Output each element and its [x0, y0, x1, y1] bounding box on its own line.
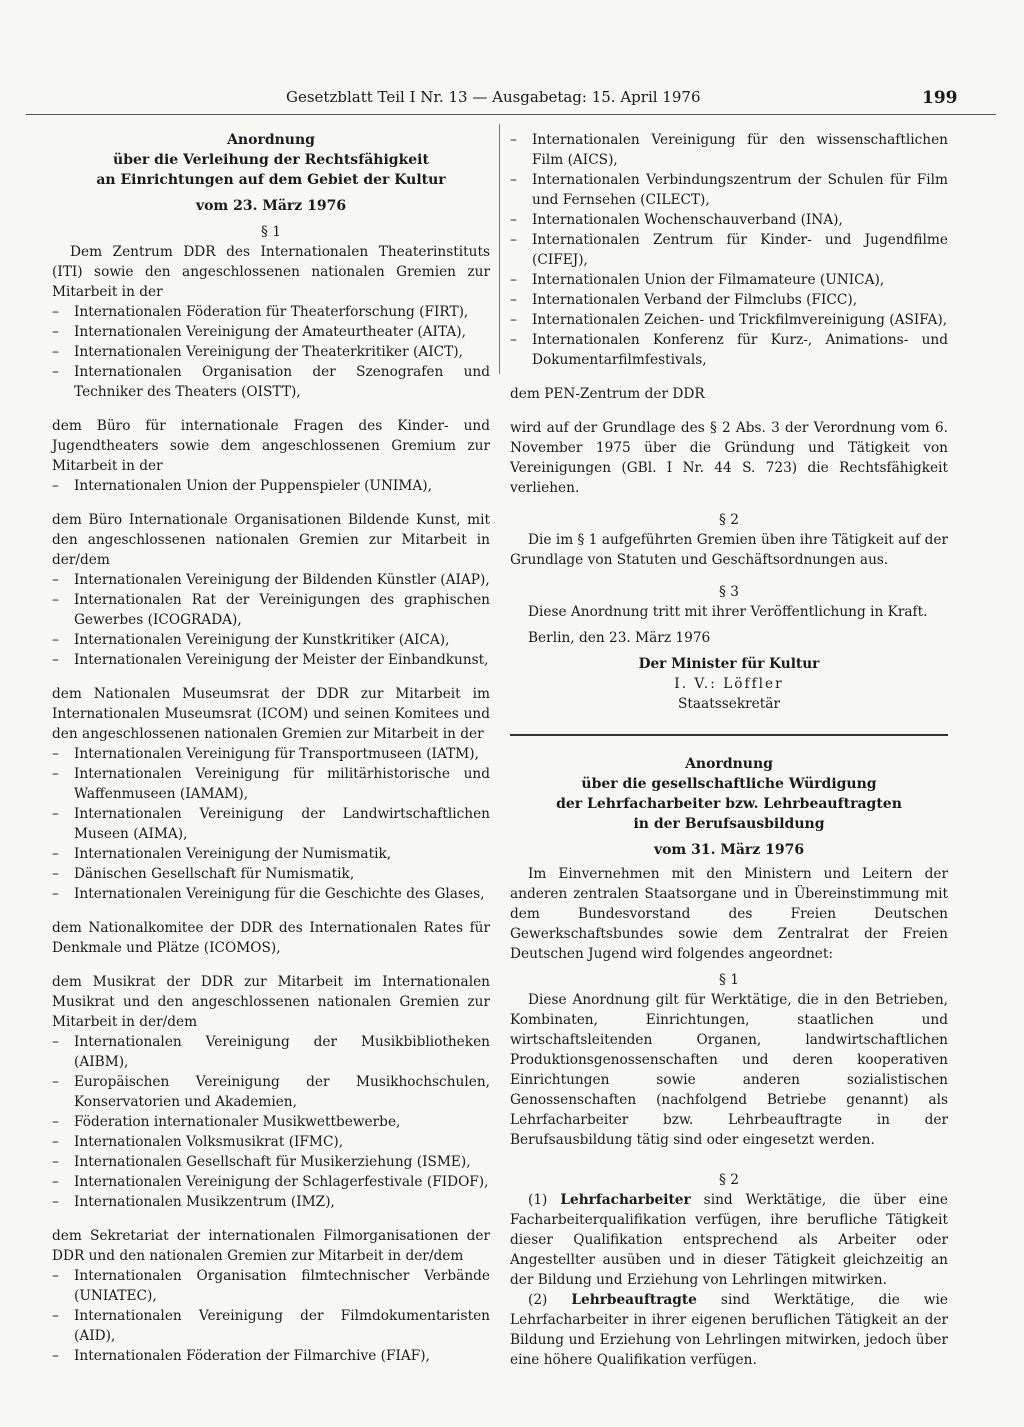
group1-list [52, 302, 490, 402]
s2-p1-label: (1) [528, 1192, 548, 1208]
order1-intro6: dem Musikrat der DDR zur Mitarbeit im Internationalen Musikrat und den angeschlossenen nationalen Gremien zur Mitarbeit in der/dem [52, 974, 490, 1030]
group3-list [52, 570, 490, 670]
order1-date: vom 23. März 1976 [195, 198, 347, 214]
order1-s1-conclusion: wird auf der Grundlage des § 2 Abs. 3 der Verordnung vom 6. November 1975 über die Gründung und Tätigkeit von Vereinigungen (GBl. I Nr. 44 S. 723) die Rechtsfähigkeit verliehen. [510, 420, 948, 496]
list-item: – Internationalen Föderation für Theaterforschung (FIRT), [52, 302, 490, 322]
list-item: – Internationalen Vereinigung der Kunstkritiker (AICA), [52, 630, 490, 650]
list-item: – Europäischen Vereinigung der Musikhochschulen, Konservatorien und Akademien, [52, 1072, 490, 1112]
list-item: – Internationalen Vereinigung der Numismatik, [52, 844, 490, 864]
list-item: – Dänischen Gesellschaft für Numismatik, [52, 864, 490, 884]
order1-intro8: dem PEN-Zentrum der DDR [510, 386, 705, 402]
list-item: – Internationalen Union der Puppenspieler (UNIMA), [52, 476, 490, 496]
list-item: – Internationalen Verbindungszentrum der Schulen für Film und Fernsehen (CILECT), [510, 170, 948, 210]
list-item: – Internationalen Volksmusikrat (IFMC), [52, 1132, 490, 1152]
s2-p2-label: (2) [528, 1292, 548, 1308]
order2-s2-p2 [510, 1290, 948, 1370]
order2-s2-heading: § 2 [719, 1172, 739, 1188]
list-item: – Föderation internationaler Musikwettbewerbe, [52, 1112, 490, 1132]
list-item: – Internationalen Union der Filmamateure (UNICA), [510, 270, 948, 290]
list-item: – Internationalen Vereinigung der Meister der Einbandkunst, [52, 650, 490, 670]
order1-s1-heading: § 1 [261, 224, 281, 240]
order1-s2-text: Die im § 1 aufgeführten Gremien üben ihre Tätigkeit auf der Grundlage von Statuten und Geschäftsordnungen aus. [510, 532, 948, 568]
order1-s3-heading: § 3 [719, 584, 739, 600]
list-item: – Internationalen Wochenschauverband (INA), [510, 210, 948, 230]
list-item: – Internationalen Vereinigung der Landwirtschaftlichen Museen (AIMA), [52, 804, 490, 844]
order1-s1-intro: Dem Zentrum DDR des Internationalen Theaterinstituts (ITI) sowie den angeschlossenen nationalen Gremien zur Mitarbeit in der [52, 244, 490, 300]
list-item: – Internationalen Vereinigung der Schlagerfestivale (FIDOF), [52, 1172, 490, 1192]
order1-intro2: dem Büro für internationale Fragen des Kinder- und Jugendtheaters sowie dem angeschlossenen Gremium zur Mitarbeit in der [52, 418, 490, 474]
order2-preamble: Im Einvernehmen mit den Ministern und Leitern der anderen zentralen Staatsorgane und in Übereinstimmung mit dem Bundesvorstand des Freien Deutschen Gewerkschaftsbundes sowie dem Zentralrat der Freien Deutschen Jugend wird folgendes angeordnet: [510, 866, 948, 962]
group6-list [52, 1032, 490, 1212]
group2-list [52, 476, 490, 496]
list-item: – Internationalen Vereinigung der Amateurtheater (AITA), [52, 322, 490, 342]
order1-intro5: dem Nationalkomitee der DDR des Internationalen Rates für Denkmale und Plätze (ICOMOS), [52, 920, 490, 956]
list-item: – Internationalen Vereinigung der Musikbibliotheken (AIBM), [52, 1032, 490, 1072]
column-divider [499, 124, 500, 374]
list-item: – Internationalen Vereinigung für militärhistorische und Waffenmuseen (IAMAM), [52, 764, 490, 804]
group7a-list [52, 1266, 490, 1366]
list-item: – Internationalen Musikzentrum (IMZ), [52, 1192, 490, 1212]
order1-intro7: dem Sekretariat der internationalen Filmorganisationen der DDR und den nationalen Gremien zur Mitarbeit in der/dem [52, 1228, 490, 1264]
order1-title-line: Anordnung [227, 132, 315, 148]
s2-p1-text: sind Werktätige, die über eine Facharbeiterqualifikation verfügen, ihre berufliche Tätigkeit dieser Qualifikation entsprechend als Arbeiter oder Angestellter ausüben und in dieser Tätigkeit gleichzeitig an der Bildung und Erziehung von Lehrlingen mitwirken. [510, 1192, 948, 1288]
list-item: – Internationalen Vereinigung für Transportmuseen (IATM), [52, 744, 490, 764]
list-item: – Internationalen Vereinigung für den wissenschaftlichen Film (AICS), [510, 130, 948, 170]
running-title: Gesetzblatt Teil I Nr. 13 — Ausgabetag: 15. April 1976 [286, 88, 701, 106]
order2-title-line: über die gesellschaftliche Würdigung [581, 776, 877, 792]
s2-p1-term: Lehrfacharbeiter [560, 1192, 691, 1208]
signatory-title: Staatssekretär [678, 696, 780, 712]
list-item: – Internationalen Konferenz für Kurz-, Animations- und Dokumentarfilmfestivals, [510, 330, 948, 370]
header-rule [26, 114, 996, 115]
section-rule [510, 734, 948, 736]
signatory-office: Der Minister für Kultur [638, 656, 820, 672]
list-item: – Internationalen Organisation der Szenografen und Techniker des Theaters (OISTT), [52, 362, 490, 402]
list-item: – Internationalen Vereinigung der Filmdokumentaristen (AID), [52, 1306, 490, 1346]
order2-s1-text: Diese Anordnung gilt für Werktätige, die in den Betrieben, Kombinaten, Einrichtungen, staatlichen und wirtschaftsleitenden Organen, landwirtschaftlichen Produktionsgenossenschaften und deren kooperativen Einrichtungen sowie anderen sozialistischen Genossenschaften (nachfolgend Betriebe genannt) als Lehrfacharbeiter bzw. Lehrbeauftragte in der Berufsausbildung tätig sind oder eingesetzt werden. [510, 992, 948, 1148]
left-column [52, 130, 490, 1366]
order1-intro4: dem Nationalen Museumsrat der DDR zur Mitarbeit im Internationalen Museumsrat (ICOM) und seinen Komitees und den angeschlossenen nationalen Gremien zur Mitarbeit in der [52, 686, 490, 742]
order1-s2-heading: § 2 [719, 512, 739, 528]
page-header [0, 88, 1024, 112]
list-item: – Internationalen Föderation der Filmarchive (FIAF), [52, 1346, 490, 1366]
order2-s1-heading: § 1 [719, 972, 739, 988]
list-item: – Internationalen Vereinigung der Theaterkritiker (AICT), [52, 342, 490, 362]
list-item: – Internationalen Gesellschaft für Musikerziehung (ISME), [52, 1152, 490, 1172]
order1-place-date: Berlin, den 23. März 1976 [528, 630, 711, 646]
page-number: 199 [922, 88, 958, 108]
group4-list [52, 744, 490, 904]
order2-title-line: der Lehrfacharbeiter bzw. Lehrbeauftragten [556, 796, 902, 812]
list-item: – Internationalen Verband der Filmclubs (FICC), [510, 290, 948, 310]
list-item: – Internationalen Vereinigung für die Geschichte des Glases, [52, 884, 490, 904]
signatory-name: I. V.: Löffler [674, 676, 784, 692]
list-item: – Internationalen Zentrum für Kinder- und Jugendfilme (CIFEJ), [510, 230, 948, 270]
order1-s3-text: Diese Anordnung tritt mit ihrer Veröffentlichung in Kraft. [528, 604, 928, 620]
list-item: – Internationalen Rat der Vereinigungen des graphischen Gewerbes (ICOGRADA), [52, 590, 490, 630]
right-column [510, 130, 948, 1370]
list-item: – Internationalen Vereinigung der Bildenden Künstler (AIAP), [52, 570, 490, 590]
list-item: – Internationalen Zeichen- und Trickfilmvereinigung (ASIFA), [510, 310, 948, 330]
order2-title-line: in der Berufsausbildung [633, 816, 825, 832]
order2-title-line: Anordnung [685, 756, 773, 772]
s2-p2-term: Lehrbeauftragte [571, 1292, 697, 1308]
order2-date: vom 31. März 1976 [653, 842, 805, 858]
list-item: – Internationalen Organisation filmtechnischer Verbände (UNIATEC), [52, 1266, 490, 1306]
order2-s2-p1 [510, 1190, 948, 1290]
order1-title-line: über die Verleihung der Rechtsfähigkeit [113, 152, 429, 168]
order1-title-line: an Einrichtungen auf dem Gebiet der Kultur [96, 172, 446, 188]
s2-p2-text: sind Werktätige, die wie Lehrfacharbeiter in ihrer eigenen beruflichen Tätigkeit an der Bildung und Erziehung von Lehrlingen mitwirken, jedoch über eine höhere Qualifikation verfügen. [510, 1292, 948, 1368]
group7b-list [510, 130, 948, 370]
order1-intro3: dem Büro Internationale Organisationen Bildende Kunst, mit den angeschlossenen nationalen Gremien zur Mitarbeit in der/dem [52, 512, 490, 568]
